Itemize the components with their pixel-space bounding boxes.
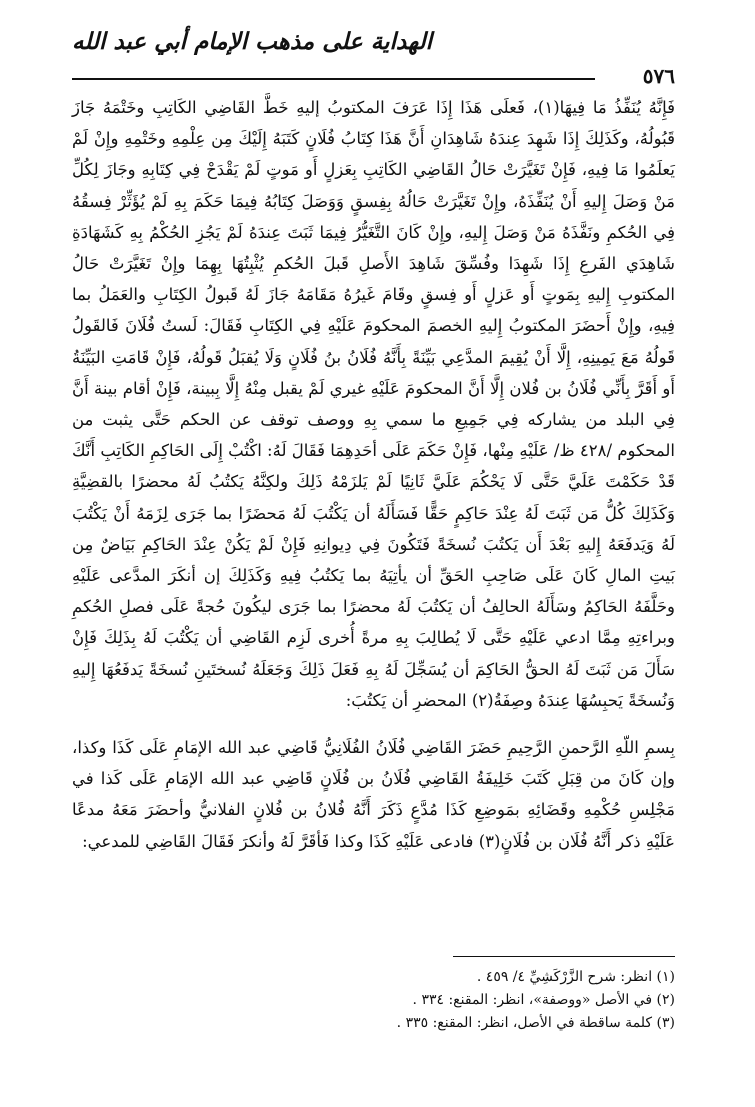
footnote-1: (١) انظر: شرح الزَّرْكَشِيِّ ٤/ ٤٥٩ . xyxy=(476,969,675,985)
footnote-rule xyxy=(453,956,675,957)
footnote-2: (٢) في الأصل «ووصفة»، انظر: المقنع: ٣٣٤ . xyxy=(412,992,675,1008)
page-number: ٥٧٦ xyxy=(642,64,675,88)
main-text xyxy=(72,92,675,857)
paragraph-2: بِسمِ اللّهِ الرَّحمنِ الرَّحِيمِ حَضَرَ القَاضِي فُلَانُ الفُلَانِيُّ قَاضِي عبد الله الإمَامِ عَلَى كَذَا وكذا، وإن كَانَ من قِبَلِ كَتَبَ خَلِيفَةُ القَاضِي فُلَانُ بن فُلَانٍ قَاضِي عبد الله الإمَامِ عَلَى كَذا في مَجْلِسِ حُكْمِهِ وقَضَائِهِ بمَوضِعِ كَذَا مُدَّعٍ ذَكَرَ أَنَّهُ فُلانُ بن فُلانٍ الفلانيُّ وأحضَرَ مَعَهُ مدعًا عَلَيْهِ ذكر أَنَّهُ فُلَان بن فُلَانٍ(٣) فادعى عَلَيْهِ كَذَا وكذا فَأقَرَّ لَهُ وأنكرَ فَقَالَ القَاضِي للمدعي: xyxy=(72,738,675,851)
footnote-3: (٣) كلمة ساقطة في الأصل، انظر: المقنع: ٣٣٥ . xyxy=(396,1015,675,1031)
footnotes xyxy=(72,966,675,1035)
page-header xyxy=(72,28,675,88)
running-title: الهداية على مذهب الإمام أبي عبد الله xyxy=(72,28,432,55)
header-rule xyxy=(72,78,595,80)
paragraph-1: فَإِنَّهُ يُنَفِّذُ مَا فِيهَا(١)، فَعلَى هَذَا إِذَا عَرَفَ المكتوبُ إليهِ خَطَّ القَاضِي الكَاتِبِ وخَتْمَهُ جَازَ قَبُولُهُ، وكَذَلِكَ إِذَا شَهِدَ عِندَهُ شَاهِدَانِ أَنَّ هَذَا كِتَابُ فُلَانٍ كَتَبَهُ إِلَيْكَ مِن عِلْمِهِ وخَتْمِهِ وإِنْ لَمْ يَعلَمُوا مَا فِيهِ، فَإِنْ تَغَيَّرَتْ حَالُ القَاضِي الكَاتِبِ بِعَزلٍ أَو مَوتٍ لَمْ يَقْدَحْ فِي كِتَابِهِ وجَازَ لِكُلِّ مَنْ وَصَلَ إِليهِ أَنْ يُنَفِّذَهُ، وإِنْ تَغَيَّرَتْ حَالُهُ بِفِسقٍ وَوَصَلَ كِتَابُهُ فِيمَا حَكَمَ بِهِ لَمْ يُؤَثِّرْ فِسقُهُ فِي الحُكمِ ونَفَّذَهُ مَنْ وَصَلَ إِليهِ، وإِنْ كَانَ التَّغَيُّرُ فِيمَا ثَبَتَ عِندَهُ لَمْ يَجُزِ الحُكْمُ بِهِ كَشَهَادَةِ شَاهِدَي الفَرعِ إِذَا شَهِدَا وفُسِّقَ شَاهِدَ الأَصلِ قَبلَ الحُكمِ يُثْبِتُهَا بِهِمَا وإِنْ تَغَيَّرَتْ حَالُ المكتوبِ إِليهِ بِمَوتٍ أَو عَزلٍ أَو فِسقٍ وقَامَ غَيرُهُ مَقَامَهُ جَازَ لَهُ قَبولُ الكِتَابِ والعَمَلُ بما فِيهِ، وإِنْ أَحضَرَ المكتوبُ إِليهِ الخصمَ المحكومَ عَلَيْهِ فِي الكِتَابِ فَقَالَ: لَستُ فُلَانَ فَالقَولُ قَولُهُ مَعَ يَمِينِهِ، إِلَّا أَنْ يُقِيمَ المدَّعِي بَيِّنَةً بِأَنَّهُ فُلَانُ بنُ فُلَانٍ وَلَا يُقبَلُ قَولُهُ، فَإِنْ قَامَتِ البَيِّنَةُ أَو أَقَرَّ بِأَنِّي فُلَانُ بن فُلان إِلَّا أَنَّ المحكومَ عَلَيْهِ غيري لَمْ يقبل مِنْهُ إِلَّا بِبينة، فَإِنْ أقام بينة أَنَّ فِي البلد من يشاركه فِي جَمِيعِ ما سمي بِهِ ووصف توقف عن الحكم حَتَّى يثبت من المحكوم /٤٢٨ ظ/ عَلَيْهِ مِنْها، فَإِنْ حَكَمَ عَلَى أحَدِهِمَا فَقَالَ لَهُ: اكْتُبْ إِلَى الحَاكِمِ الكَاتِبِ أَنَّكَ قَدْ حَكَمْتَ عَلَيَّ حَتَّى لَا يَحْكُمَ عَلَيَّ ثَانِيًا لَمْ يَلزَمْهُ ذَلِكَ ولكِنَّهُ يَكتُبُ لَهُ محضرًا بالقضِيَّةِ وَكَذَلِكَ كُلُّ مَن ثَبَتَ لَهُ عِنْدَ حَاكِمٍ حَقًّا فَسَأَلَهُ أن يَكْتُبَ لَهُ مَحضَرًا بما جَرَى لِزَمَهُ أَنْ يَكْتُبَ لَهُ وَيَدفَعَهُ إِليهِ بَعْدَ أَن يَكتُبَ نُسخَةً فَتَكُونَ فِي دِيوانِهِ فَإِنْ لَمْ يَكُنْ عِنْدَ الحَاكِمِ بَيَاضٌ مِن بَيتِ المالِ كَانَ عَلَى صَاحِبِ الحَقِّ أن يأتِيَهُ بما يَكتُبُ فِيهِ وَكَذَلِكَ إن أنكَرَ المدَّعى عَلَيْهِ وحَلَّفَهُ الحَاكِمُ وسَأَلَهُ الحالِفُ أن يَكتُبَ لَهُ محضرًا بما جَرَى ليكُونَ حُجةً عَلَى فصلِ الحُكمِ وبراءتِهِ مِمَّا ادعي عَلَيْهِ حَتَّى لَا يُطالِبَ بِهِ مرةً أُخرى لَزِم القَاضِي أن يَكْتُبَ لَهُ بِذَلِكَ فَإِنْ سَأَلَ مَن ثَبَتَ لَهُ الحقُّ الحَاكِمَ أن يُسَجِّلَ لَهُ بِهِ فَعَلَ ذَلِكَ وَجَعَلَهُ نُسختَينِ نُسخَةً يَدفَعُهَا إِليهِ وَنُسخَةً يَحبِسُهَا عِندَهُ وصِفَةُ(٢) المحضرِ أن يَكتُبَ: xyxy=(72,98,676,710)
